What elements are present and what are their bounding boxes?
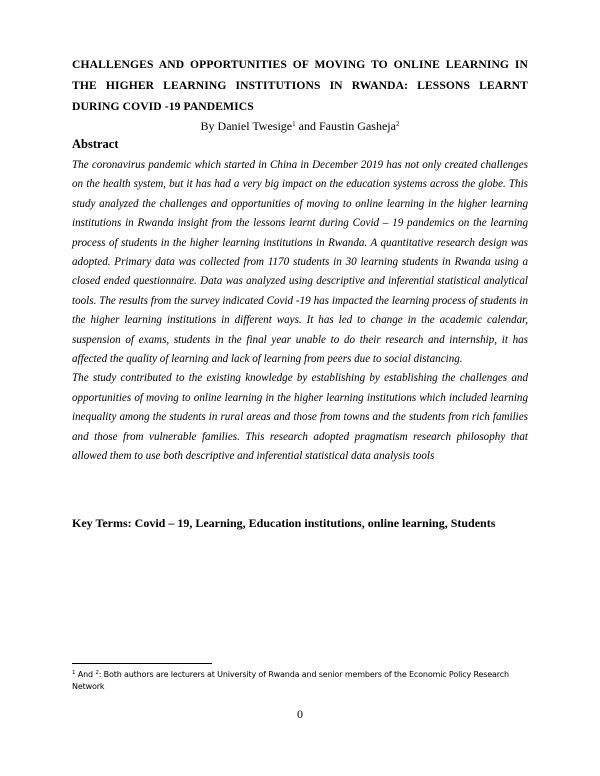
author-marker-1: 1: [292, 120, 296, 128]
abstract-heading: Abstract: [72, 137, 119, 151]
abstract-paragraph: The study contributed to the existing knowledge by establishing by establishing the challenges and opportunities of moving to online learning in the higher learning institutions which included learning inequality among the students in rural areas and those from towns and the students from rich families and those from vulnerable families. This research adopted pragmatism research philosophy that allowed them to use both descriptive and inferential statistical data analysis tools: [72, 372, 528, 463]
abstract-body: [72, 156, 528, 467]
page-number: 0: [297, 707, 303, 721]
key-terms: Key Terms: Covid – 19, Learning, Education institutions, online learning, Students: [72, 516, 496, 530]
footnote-text: : Both authors are lecturers at University of Rwanda and senior members of the Economic Policy Research Network: [72, 670, 509, 691]
author-conjunction: and: [298, 119, 316, 133]
paper-title: CHALLENGES AND OPPORTUNITIES OF MOVING TO ONLINE LEARNING IN THE HIGHER LEARNING INSTITUTIONS IN RWANDA: LESSONS LEARNT DURING COVID -19 PANDEMICS: [72, 58, 528, 113]
byline-prefix: By: [200, 119, 215, 133]
abstract-paragraph: The coronavirus pandemic which started in China in December 2019 has not only created challenges on the health system, but it has had a very big impact on the education systems across the globe. This study analyzed the challenges and opportunities of moving to online learning in the higher learning institutions in Rwanda insight from the lessons learnt during Covid – 19 pandemics on the learning process of students in the higher learning institutions in Rwanda. A quantitative research design was adopted. Primary data was collected from 1170 students in 30 learning students in Rwanda using a closed ended questionnaire. Data was analyzed using descriptive and inferential statistical analytical tools. The results from the survey indicated Covid -19 has impacted the learning process of students in the higher learning institutions in different ways. It has led to change in the academic calendar, suspension of exams, students in the final year unable to do their research and internship, it has affected the quality of learning and lack of learning from peers due to social distancing.: [72, 159, 528, 366]
footnote-divider: [72, 663, 212, 664]
author-name-2: Faustin Gasheja: [318, 119, 396, 133]
footnote-conjunction: And: [75, 670, 96, 679]
author-name-1: Daniel Twesige: [217, 119, 293, 133]
author-line: [72, 117, 528, 135]
footnote: [72, 669, 528, 693]
author-marker-2: 2: [395, 120, 400, 128]
footnote-marker-1: 1: [72, 670, 76, 676]
footnote-marker-2: 2: [95, 670, 99, 676]
